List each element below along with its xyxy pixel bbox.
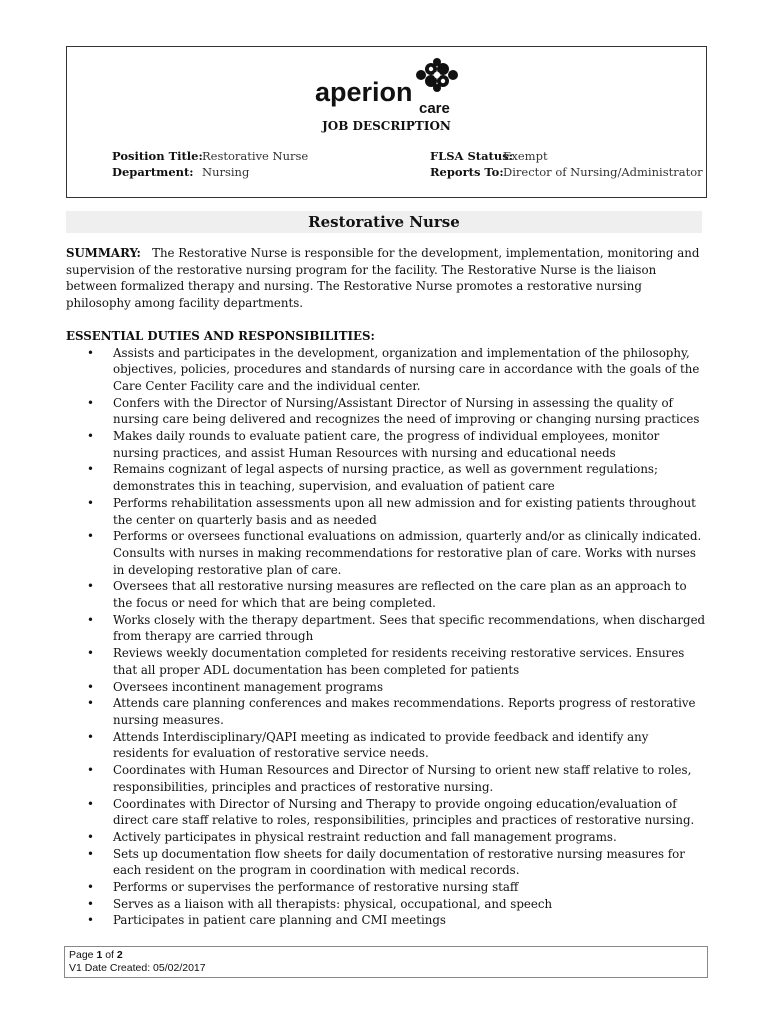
- duty-item: [66, 612, 706, 645]
- duty-item: [66, 645, 706, 678]
- aperion-care-logo: [314, 53, 460, 117]
- reports-to-label: Reports To:: [430, 165, 504, 179]
- duty-item: [66, 829, 706, 846]
- position-title-value: Restorative Nurse: [202, 149, 309, 163]
- summary-paragraph: [66, 245, 706, 312]
- flsa-status-row: [430, 149, 548, 163]
- duty-text: Coordinates with Director of Nursing and Therapy to provide ongoing education/evaluation of direct care staff relative to roles, responsibilities, principles and practices of restorative nursing.: [113, 796, 695, 828]
- bullet-icon: •: [87, 345, 94, 360]
- reports-to-value: Director of Nursing/Administrator: [503, 165, 703, 179]
- header-box: [66, 46, 707, 198]
- bullet-icon: •: [87, 913, 94, 928]
- bullet-icon: •: [87, 846, 94, 861]
- bullet-icon: •: [87, 679, 94, 694]
- department-label: Department:: [112, 165, 194, 179]
- duty-item: [66, 578, 706, 611]
- duty-item: [66, 395, 706, 428]
- duty-item: [66, 679, 706, 696]
- logo-subword: care: [419, 100, 450, 117]
- duty-item: [66, 461, 706, 494]
- duty-text: Coordinates with Human Resources and Director of Nursing to orient new staff relative to roles, responsibilities, principles and practices of restorative nursing.: [113, 763, 692, 794]
- logo-wordmark: aperion: [315, 77, 413, 107]
- summary-text: The Restorative Nurse is responsible for the development, implementation, monitoring and supervision of the restorative nursing program for the facility. The Restorative Nurse is the liaison between formalized therapy and nursing. The Restorative Nurse promotes a restorative nursing philosophy among facility departments.: [66, 246, 700, 311]
- department-row: [112, 165, 249, 179]
- bullet-icon: •: [87, 429, 94, 444]
- bullet-icon: •: [87, 896, 94, 911]
- duty-text: Confers with the Director of Nursing/Assistant Director of Nursing in assessing the quality of nursing care being delivered and recognizes the need of improving or changing nursing practices: [113, 395, 700, 427]
- flsa-status-value: Exempt: [503, 149, 548, 163]
- page-number-line: [69, 949, 703, 962]
- page-footer: [64, 946, 708, 978]
- page-current: 1: [96, 949, 103, 961]
- reports-to-row: [430, 165, 703, 179]
- bullet-icon: •: [87, 462, 94, 477]
- duty-item: [66, 796, 706, 829]
- bullet-icon: •: [87, 763, 94, 778]
- flsa-status-label: FLSA Status:: [430, 149, 513, 163]
- duty-item: [66, 345, 706, 395]
- duty-text: Participates in patient care planning and CMI meetings: [113, 913, 446, 928]
- duty-text: Remains cognizant of legal aspects of nursing practice, as well as government regulations; demonstrates this in teaching, supervision, and evaluation of patient care: [113, 462, 658, 494]
- of-word: of: [105, 949, 114, 961]
- duties-list: [66, 345, 706, 930]
- date-created: V1 Date Created: 05/02/2017: [69, 962, 206, 974]
- doc-title: JOB DESCRIPTION: [322, 119, 451, 133]
- duty-text: Actively participates in physical restraint reduction and fall management programs.: [113, 829, 617, 844]
- duty-text: Attends care planning conferences and makes recommendations. Reports progress of restorative nursing measures.: [113, 696, 696, 727]
- duty-text: Reviews weekly documentation completed for residents receiving restorative services. Ensures that all proper ADL documentation has been completed for patients: [113, 646, 685, 677]
- bullet-icon: •: [87, 646, 94, 661]
- duty-item: [66, 762, 706, 795]
- duty-item: [66, 896, 706, 913]
- duty-item: [66, 912, 706, 929]
- duty-text: Works closely with the therapy department. Sees that specific recommendations, when discharged from therapy are carried through: [113, 612, 706, 644]
- duties-heading: ESSENTIAL DUTIES AND RESPONSIBILITIES:: [66, 328, 375, 343]
- job-description-body: [66, 245, 706, 929]
- duty-text: Attends Interdisciplinary/QAPI meeting as indicated to provide feedback and identify any residents for evaluation of restorative service needs.: [113, 729, 649, 761]
- duty-text: Assists and participates in the development, organization and implementation of the philosophy, objectives, policies, procedures and standards of nursing care in accordance with the goals of the Care Center Facility care and the individual center.: [113, 345, 700, 393]
- duty-item: [66, 846, 706, 879]
- duty-text: Serves as a liaison with all therapists: physical, occupational, and speech: [113, 896, 553, 911]
- bullet-icon: •: [87, 395, 94, 410]
- duty-text: Makes daily rounds to evaluate patient care, the progress of individual employees, monitor nursing practices, and assist Human Resources with nursing and educational needs: [113, 429, 660, 460]
- bullet-icon: •: [87, 729, 94, 744]
- page-total: 2: [116, 949, 123, 961]
- duty-item: [66, 428, 706, 461]
- duty-item: [66, 495, 706, 528]
- duty-text: Sets up documentation flow sheets for daily documentation of restorative nursing measures for each resident on the program in coordination with medical records.: [113, 846, 685, 878]
- summary-label: SUMMARY:: [66, 246, 141, 260]
- duty-text: Performs or oversees functional evaluations on admission, quarterly and/or as clinically indicated. Consults with nurses in making recommendations for restorative plan of care. Works with nurses in developing restorative plan of care.: [113, 529, 702, 577]
- department-value: Nursing: [202, 165, 250, 179]
- page-word: Page: [69, 949, 94, 961]
- duty-item: [66, 729, 706, 762]
- bullet-icon: •: [87, 579, 94, 594]
- duty-text: Performs rehabilitation assessments upon all new admission and for existing patients throughout the center on quarterly basis and as needed: [113, 495, 696, 527]
- duty-text: Performs or supervises the performance of restorative nursing staff: [113, 880, 519, 895]
- bullet-icon: •: [87, 796, 94, 811]
- bullet-icon: •: [87, 829, 94, 844]
- duty-item: [66, 879, 706, 896]
- bullet-icon: •: [87, 612, 94, 627]
- duty-text: Oversees incontinent management programs: [113, 679, 384, 694]
- bullet-icon: •: [87, 495, 94, 510]
- duty-text: Oversees that all restorative nursing measures are reflected on the care plan as an approach to the focus or need for which that are being completed.: [113, 579, 687, 611]
- duty-item: [66, 528, 706, 578]
- position-title-row: [112, 149, 308, 163]
- job-title-bar: Restorative Nurse: [66, 211, 702, 233]
- bullet-icon: •: [87, 880, 94, 895]
- position-title-label: Position Title:: [112, 149, 203, 163]
- bullet-icon: •: [87, 696, 94, 711]
- duty-item: [66, 695, 706, 728]
- bullet-icon: •: [87, 529, 94, 544]
